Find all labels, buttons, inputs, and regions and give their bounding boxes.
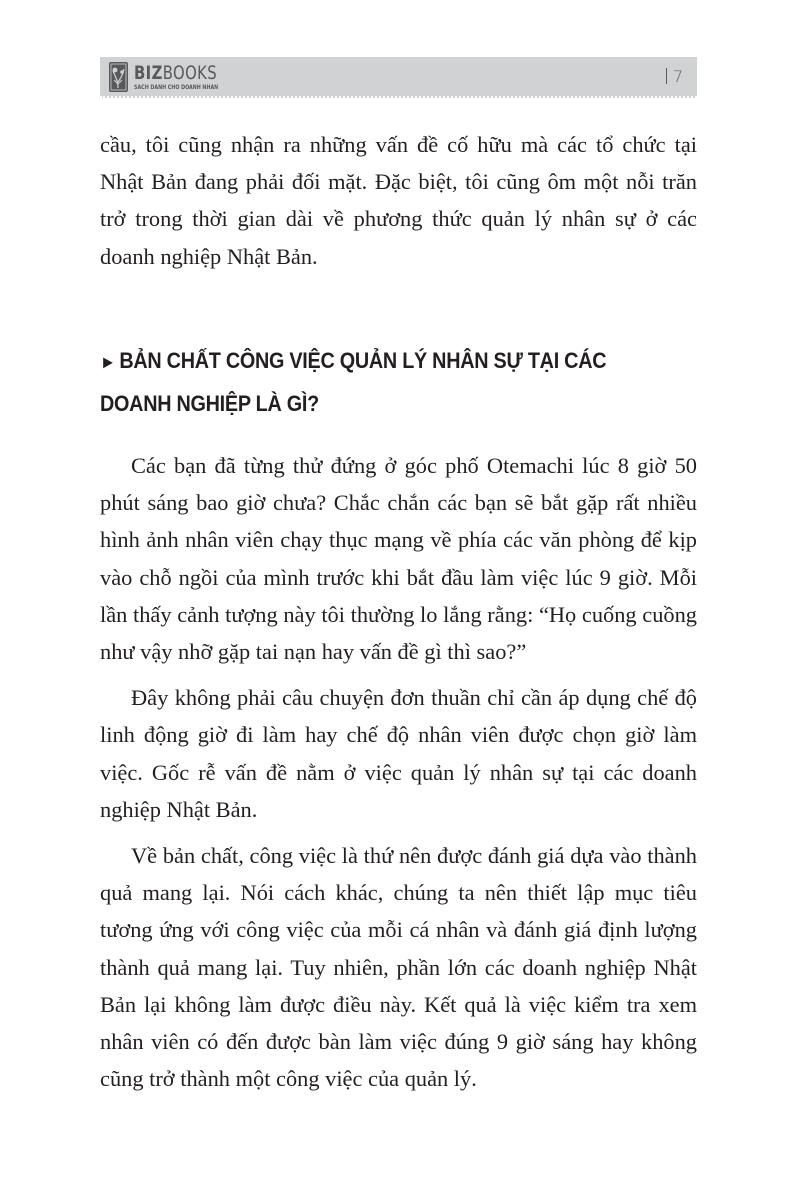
section-heading — [100, 340, 694, 425]
brand-tagline: SÁCH DÀNH CHO DOANH NHÂN — [134, 83, 219, 91]
page-number-value: 7 — [672, 67, 683, 86]
section-heading-line-1 — [100, 340, 694, 383]
page-number — [666, 67, 683, 86]
book-flower-icon — [109, 62, 128, 92]
page-number-separator — [666, 68, 667, 84]
heading-text-1: BẢN CHẤT CÔNG VIỆC QUẢN LÝ NHÂN SỰ TẠI CÁC — [119, 348, 607, 373]
body-paragraph: Các bạn đã từng thử đứng ở góc phố Otemachi lúc 8 giờ 50 phút sáng bao giờ chưa? Chắc chắn các bạn sẽ bắt gặp rất nhiều hình ảnh nhân viên chạy thục mạng về phía các văn phòng để kịp vào chỗ ngồi của mình trước khi bắt đầu làm việc lúc 9 giờ. Mỗi lần thấy cảnh tượng này tôi thường lo lắng rằng: “Họ cuống cuồng như vậy nhỡ gặp tai nạn hay vấn đề gì thì sao?” — [100, 453, 697, 665]
body-paragraph: Về bản chất, công việc là thứ nên được đánh giá dựa vào thành quả mang lại. Nói cách khác, chúng ta nên thiết lập mục tiêu tương ứng với công việc của mỗi cá nhân và đánh giá định lượng thành quả mang lại. Tuy nhiên, phần lớn các doanh nghiệp Nhật Bản lại không làm được điều này. Kết quả là việc kiểm tra xem nhân viên có đến được bàn làm việc đúng 9 giờ sáng hay không cũng trở thành một công việc của quản lý. — [100, 843, 697, 1092]
brand-light: BOOKS — [162, 61, 218, 84]
section-body — [100, 447, 697, 1097]
section-heading-line-2: DOANH NGHIỆP LÀ GÌ? — [100, 391, 319, 416]
intro-text-block — [100, 126, 697, 275]
intro-paragraph: cầu, tôi cũng nhận ra những vấn đề cố hữu mà các tổ chức tại Nhật Bản đang phải đối mặt. Đặc biệt, tôi cũng ôm một nỗi trăn trở trong thời gian dài về phương thức quản lý nhân sự ở các doanh nghiệp Nhật Bản. — [100, 132, 697, 269]
brand-bold: BIZ — [134, 61, 163, 84]
body-paragraph: Đây không phải câu chuyện đơn thuần chỉ cần áp dụng chế độ linh động giờ đi làm hay chế độ nhân viên được chọn giờ làm việc. Gốc rễ vấn đề nằm ở việc quản lý nhân sự tại các doanh nghiệp Nhật Bản. — [100, 685, 697, 822]
brand-name — [134, 61, 218, 84]
bizbooks-logo — [109, 62, 240, 92]
triangle-bullet-icon: ► — [100, 352, 116, 372]
running-header — [100, 57, 697, 98]
